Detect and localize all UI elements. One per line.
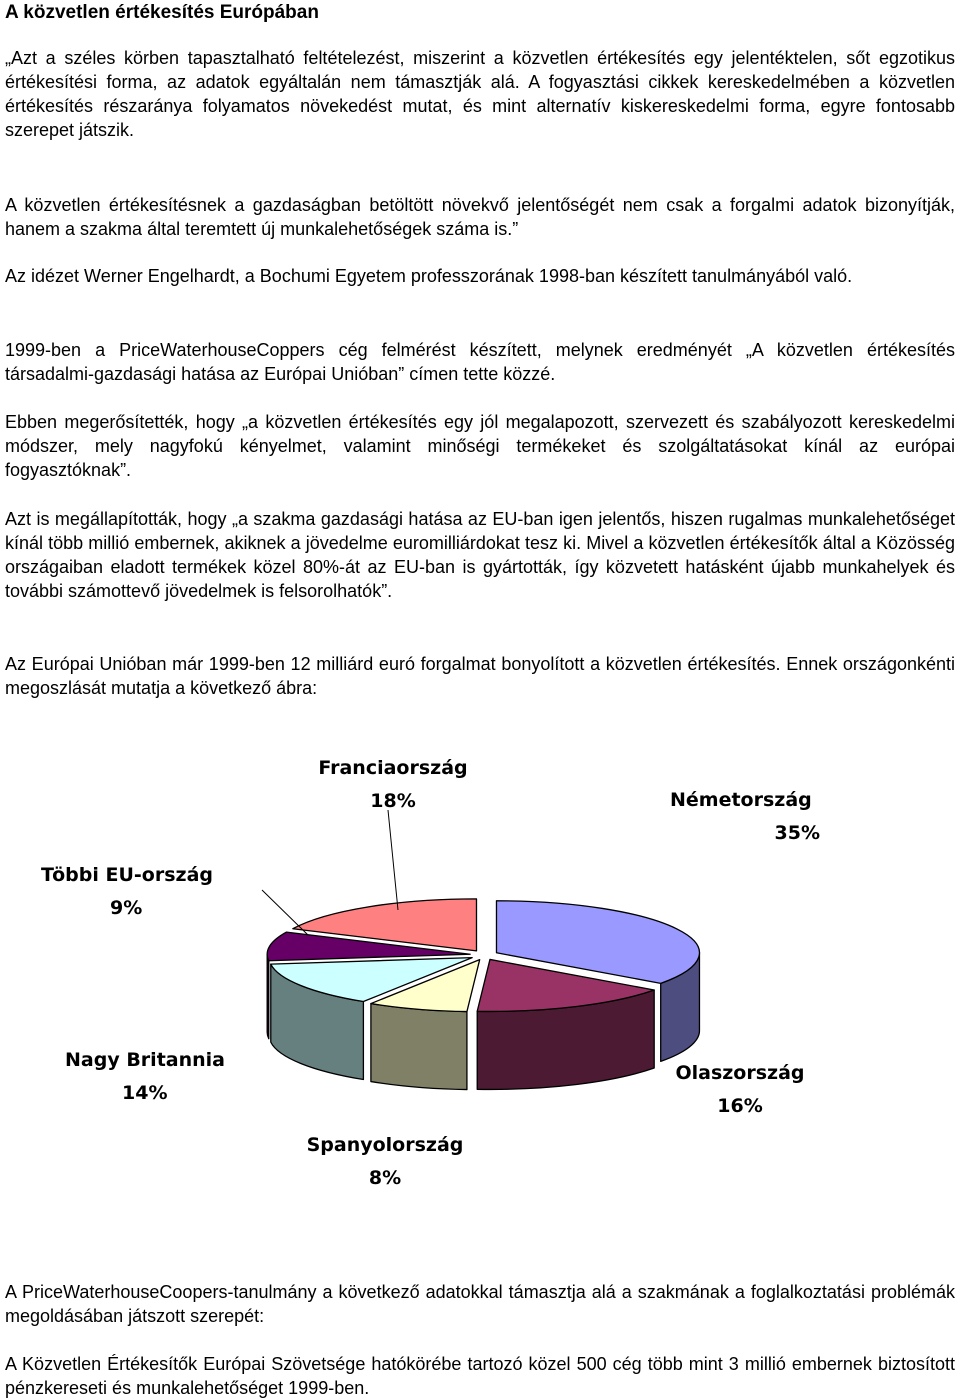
paragraph-economic-impact: Azt is megállapították, hogy „a szakma gazdasági hatása az EU-ban igen jelentős, hiszen rugalmas munkalehetőséget kínál több millió embernek, akiknek a jövedelme euromilliárdokat tesz ki. Mivel a közvetlen értékesítők által a Közösség országaiban eladott termékek közel 80%-át az EU-ban is gyártották, így közvetett hatásként újabb munkahelyek és további számottevő jövedelmek is felsorolhatók”. xyxy=(5,509,955,601)
chart-label-nagy-britannia xyxy=(60,1044,230,1110)
paragraph-employment: A PriceWaterhouseCoopers-tanulmány a következő adatokkal támasztja alá a szakmának a foglalkoztatási problémák megoldásában játszott szerepét: xyxy=(5,1282,955,1326)
leader-line xyxy=(388,810,398,910)
paragraph-quote-1: „Azt a széles körben tapasztalható feltételezést, miszerint a közvetlen értékesítés egy jelentéktelen, sőt egzotikus értékesítési forma, az adatok egyáltalán nem támasztják alá. A fogyasztási cikkek kereskedelmében a közvetlen értékesítés részaránya folyamatos növekedést mutat, és mint alternatív kiskereskedelmi forma, egyre fontosabb szerepet játszik. xyxy=(5,48,955,140)
slice-label: Olaszország xyxy=(675,1062,805,1084)
paragraph-quote-2: A közvetlen értékesítésnek a gazdaságban betöltött növekvő jelentőségét nem csak a forgalmi adatok bizonyítják, hanem a szakma által teremtett új munkalehetőségek száma is.” xyxy=(5,195,955,239)
slice-percent: 16% xyxy=(717,1095,763,1117)
paragraph-federation: A Közvetlen Értékesítők Európai Szövetsége hatókörébe tartozó közel 500 cég több mint 3 millió embernek biztosított pénzkereseti és munkalehetőséget 1999-ben. xyxy=(5,1354,955,1398)
pie-slice-side xyxy=(267,954,269,1039)
slice-label: Nagy Britannia xyxy=(65,1049,225,1071)
slice-label: Franciaország xyxy=(318,757,468,779)
slice-label: Németország xyxy=(670,789,812,811)
slice-percent: 14% xyxy=(122,1082,168,1104)
paragraph-pwc-survey: 1999-ben a PriceWaterhouseCoppers cég felmérést készített, melynek eredményét „A közvetlen értékesítés társadalmi-gazdasági hatása az Európai Unióban” címen tette közzé. xyxy=(5,340,955,384)
chart-label-olaszorszag xyxy=(670,1057,810,1123)
slice-percent: 9% xyxy=(110,897,143,919)
pie-slice-side xyxy=(371,1004,467,1090)
slice-percent: 18% xyxy=(370,790,416,812)
chart-label-franciaorszag xyxy=(318,752,468,818)
slice-percent: 8% xyxy=(368,1167,402,1189)
paragraph-eu-turnover: Az Európai Unióban már 1999-ben 12 milliárd euró forgalmat bonyolított a közvetlen értékesítés. Ennek országonkénti megoszlását mutatja a következő ábra: xyxy=(5,654,955,698)
chart-label-tobbi-eu-orszag xyxy=(32,859,222,925)
page-title: A közvetlen értékesítés Európában xyxy=(5,2,319,23)
chart-label-nemetorszag xyxy=(660,784,820,850)
slice-percent: 35% xyxy=(774,822,820,844)
leader-line xyxy=(262,890,308,935)
paragraph-source: Az idézet Werner Engelhardt, a Bochumi Egyetem professzorának 1998-ban készített tanulmányából való. xyxy=(5,266,853,286)
chart-label-spanyolorszag xyxy=(300,1129,470,1195)
slice-label: Spanyolország xyxy=(306,1134,464,1156)
pie-chart xyxy=(0,740,960,1220)
slice-label: Többi EU-ország xyxy=(40,864,214,886)
paragraph-confirmation: Ebben megerősítették, hogy „a közvetlen értékesítés egy jól megalapozott, szervezett és szabályozott kereskedelmi módszer, mely nagyfokú kényelmet, valamint minőségi termékeket és szolgáltatásokat kínál az európai fogyasztóknak”. xyxy=(5,412,955,480)
